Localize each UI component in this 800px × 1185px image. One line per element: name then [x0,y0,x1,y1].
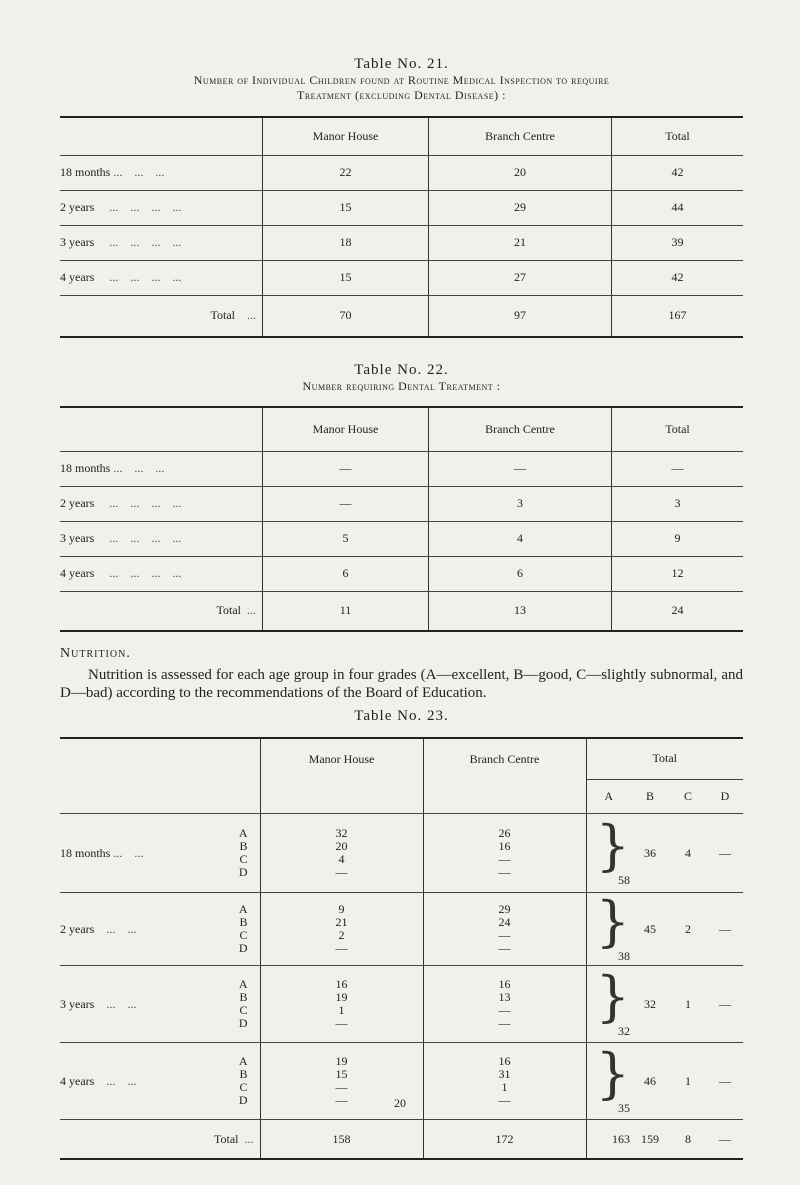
cell-total-a: 35 [618,1100,630,1115]
table21-subtitle-1: Number of Individual Children found at Routine Medical Inspection to require [193,73,610,87]
cell-manor: — [263,451,429,486]
table23-header-total: Total [586,738,743,779]
table-row: 3 years ... ... ... ... 5 4 9 [60,521,743,556]
cell-branch: 1 [501,1080,508,1094]
grade-label: A [238,826,248,840]
cell-manor: 16 [335,977,348,991]
table-row: 2 years ... ... ... ... — 3 3 [60,486,743,521]
cell-manor: 21 [335,915,348,929]
table21-header-manor: Manor House [263,117,429,155]
row-label: 3 years [60,531,95,545]
cell-manor: 15 [263,190,429,225]
subheader-b: B [631,779,669,814]
cell-total-c: 4 [669,814,707,893]
table-row: 2 years ... ... ... ... 15 29 44 [60,190,743,225]
cell-total-a: 58 [618,872,630,887]
table-row: 4 years ... ... ... ... 6 6 12 [60,556,743,591]
total-row: Total ... 70 97 167 [60,295,743,337]
total-label: Total [216,603,241,618]
cell-total-c: 1 [669,966,707,1043]
brace-icon: } [595,1041,630,1105]
table22-title: Table No. 22. [354,362,449,378]
cell-total-b: 46 [631,1043,669,1120]
row-label: 18 months [60,845,111,860]
cell-manor: 6 [263,556,429,591]
grade-label: C [239,1003,248,1017]
cell-total: 44 [612,190,744,225]
cell-branch: — [498,1003,511,1017]
row-label: 4 years [60,566,95,580]
cell-manor: 11 [263,591,429,631]
cell-branch: 172 [423,1120,586,1160]
cell-manor: — [335,941,348,955]
grade-label: B [239,915,248,929]
total-label: Total [210,308,235,323]
cell-manor: 4 [338,852,345,866]
cell-branch: 24 [498,915,511,929]
cell-manor: 2 [338,928,345,942]
subheader-d: D [707,779,743,814]
grade-label: C [239,928,248,942]
row-label: 3 years [60,996,95,1011]
grade-label: D [238,1093,248,1107]
cell-manor: — [335,1093,348,1107]
cell-branch: — [498,1093,511,1107]
table-row: 18 months ... ... ... — — — [60,451,743,486]
row-label: 4 years [60,270,95,284]
cell-total-d: — [707,966,743,1043]
row-label: 2 years [60,921,95,936]
cell-total: 12 [612,556,744,591]
table21-title: Table No. 21. [354,56,449,72]
total-row: Total ... 158 172 163 159 8 — [60,1120,743,1160]
cell-branch: 26 [498,826,511,840]
table21-subtitle-2: Treatment (excluding Dental Disease) : [297,88,506,102]
cell-branch: 13 [429,591,612,631]
cell-branch: 31 [498,1067,511,1081]
cell-total-b: 159 [641,1131,659,1146]
cell-branch: 13 [498,990,511,1004]
cell-total-b: 36 [631,814,669,893]
brace-icon: } [595,889,630,953]
table22-header-manor: Manor House [263,407,429,451]
brace-icon: } [595,813,630,877]
cell-branch: 16 [498,839,511,853]
cell-manor: — [335,1016,348,1030]
cell-branch: 21 [429,225,612,260]
table-row: 4 years ... ... A B C D 19 15 — — 16 31 1 — } 35 46 1 — [60,1043,743,1120]
cell-manor: 19 [335,1054,348,1068]
table-row: 3 years ... ... ... ... 18 21 39 [60,225,743,260]
total-row: Total ... 11 13 24 [60,591,743,631]
table23-title: Table No. 23. [354,708,449,724]
nutrition-heading: Nutrition. [60,646,131,661]
nutrition-section [60,646,743,702]
cell-total: 24 [671,603,684,618]
cell-manor: 70 [263,295,429,337]
grade-label: A [238,977,248,991]
cell-total-a: 38 [618,948,630,963]
cell-manor: — [263,486,429,521]
cell-total: 39 [612,225,744,260]
row-label: 18 months [60,461,111,475]
page-number: 20 [394,1096,406,1110]
table-row: 3 years ... ... A B C D 16 19 1 — 16 13 — — } 32 32 1 — [60,966,743,1043]
cell-total: 42 [612,155,744,190]
cell-branch: 29 [429,190,612,225]
grade-label: A [238,902,248,916]
cell-total-d: — [719,1131,731,1146]
cell-total: 3 [612,486,744,521]
grade-label: D [238,865,248,879]
table-row: 4 years ... ... ... ... 15 27 42 [60,260,743,295]
row-label: 3 years [60,235,95,249]
cell-branch: — [498,865,511,879]
table21-header-branch: Branch Centre [429,117,612,155]
table22-header-branch: Branch Centre [429,407,612,451]
cell-branch: 27 [429,260,612,295]
page [60,0,743,1160]
cell-branch: 3 [429,486,612,521]
table-row: 18 months ... ... A B C D 32 20 4 — 26 16 — — } 58 36 4 — [60,814,743,893]
cell-branch: — [429,451,612,486]
cell-branch: — [498,852,511,866]
cell-manor: — [335,865,348,879]
cell-manor: 9 [338,902,345,916]
cell-total-a: 32 [618,1023,630,1038]
table21 [60,116,743,338]
grade-label: D [238,1016,248,1030]
nutrition-text: Nutrition is assessed for each age group in four grades (A—excellent, B—good, C—slightly subnormal, and D—bad) according to the recommendations of the Board of Education. [60,667,743,701]
table22-header-total: Total [612,407,744,451]
grade-label: D [238,941,248,955]
cell-total: 42 [612,260,744,295]
cell-branch: 20 [429,155,612,190]
cell-branch: — [498,1016,511,1030]
table-row: 18 months ... ... ... 22 20 42 [60,155,743,190]
table21-header-total: Total [612,117,744,155]
grade-label: B [239,990,248,1004]
cell-manor: 1 [338,1003,345,1017]
cell-total-c: 2 [669,893,707,966]
cell-total: 9 [612,521,744,556]
cell-branch: 29 [498,902,511,916]
cell-branch: — [498,928,511,942]
cell-branch: 16 [498,1054,511,1068]
cell-total: — [612,451,744,486]
cell-total-b: 45 [631,893,669,966]
cell-total-c: 8 [685,1131,691,1146]
table-row: 2 years ... ... A B C D 9 21 2 — 29 24 — — } 38 45 2 — [60,893,743,966]
cell-total-d: — [707,814,743,893]
row-label: 2 years [60,496,95,510]
cell-manor: 5 [263,521,429,556]
grade-label: C [239,1080,248,1094]
cell-manor: 18 [263,225,429,260]
row-label: 2 years [60,200,95,214]
cell-total-c: 1 [669,1043,707,1120]
subheader-c: C [669,779,707,814]
cell-branch: 97 [429,295,612,337]
brace-icon: } [595,964,630,1028]
cell-total-d: — [707,1043,743,1120]
total-label: Total [214,1131,239,1146]
row-label: 4 years [60,1073,95,1088]
cell-manor: 15 [263,260,429,295]
cell-manor: 15 [335,1067,348,1081]
table23-header-branch: Branch Centre [423,738,586,779]
grade-label: B [239,1067,248,1081]
cell-manor: 20 [335,839,348,853]
grade-label: C [239,852,248,866]
cell-manor: — [335,1080,348,1094]
cell-branch: 4 [429,521,612,556]
cell-manor: 158 [260,1120,423,1160]
cell-manor: 32 [335,826,348,840]
grade-label: B [239,839,248,853]
table23-header-manor: Manor House [260,738,423,779]
table22 [60,406,743,632]
cell-branch: 6 [429,556,612,591]
cell-total-b: 32 [631,966,669,1043]
cell-branch: 16 [498,977,511,991]
cell-total-a: 163 [612,1131,630,1146]
cell-manor: 19 [335,990,348,1004]
cell-total: 167 [668,308,687,323]
grade-label: A [238,1054,248,1068]
subheader-a: A [586,779,631,814]
cell-manor: 22 [263,155,429,190]
table22-subtitle: Number requiring Dental Treatment : [302,379,501,393]
cell-total-d: — [707,893,743,966]
row-label: 18 months [60,165,111,179]
cell-branch: — [498,941,511,955]
